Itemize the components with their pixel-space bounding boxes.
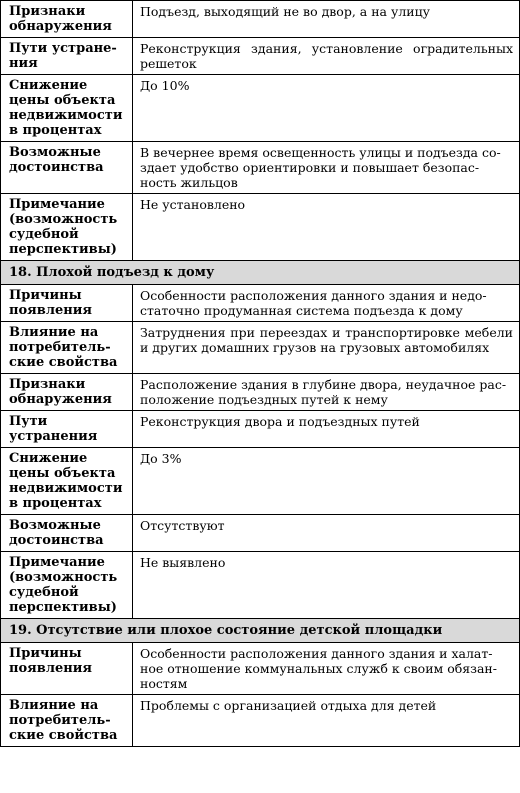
row-label: Причины появления [1,643,133,695]
table-row [1,411,520,448]
row-value: Подъезд, выходящий не во двор, а на улицу [133,1,520,38]
row-value: Отсутствуют [133,515,520,552]
row-value: Особенности расположения данного здания и халат- ное отношение коммунальных служб к своим обязан- ностям [133,643,520,695]
row-value: Особенности расположения данного здания и недо- статочно продуманная система подъезда к дому [133,285,520,322]
row-label: Признаки обнаружения [1,374,133,411]
row-label: Примечание (возможность судебной перспективы) [1,552,133,619]
table-row [1,142,520,194]
row-label: Пути устранения [1,411,133,448]
row-value: Реконструкция двора и подъездных путей [133,411,520,448]
row-label: Влияние на потребитель- ские свойства [1,695,133,747]
table-row [1,1,520,38]
table-row [1,75,520,142]
row-value: До 3% [133,448,520,515]
section-title: 18. Плохой подъезд к дому [1,261,520,285]
table-row [1,552,520,619]
row-value: Не выявлено [133,552,520,619]
table-row [1,643,520,695]
row-value: В вечернее время освещенность улицы и подъезда со- здает удобство ориентировки и повышает безопас- ность жильцов [133,142,520,194]
section-header [1,619,520,643]
row-label: Примечание (возможность судебной перспективы) [1,194,133,261]
row-value: Расположение здания в глубине двора, неудачное рас- положение подъездных путей к нему [133,374,520,411]
table-row [1,285,520,322]
row-value: Проблемы с организацией отдыха для детей [133,695,520,747]
table-row [1,695,520,747]
table-row [1,515,520,552]
section-header [1,261,520,285]
row-label: Влияние на потребитель- ские свойства [1,322,133,374]
row-label: Снижение цены объекта недвижимости в процентах [1,448,133,515]
row-value: Не установлено [133,194,520,261]
section-title: 19. Отсутствие или плохое состояние детской площадки [1,619,520,643]
row-label: Снижение цены объекта недвижимости в процентах [1,75,133,142]
table-row [1,322,520,374]
row-value: Затруднения при переездах и транспортировке мебели и других домашних грузов на грузовых автомобилях [133,322,520,374]
row-value: До 10% [133,75,520,142]
row-label: Возможные достоинства [1,515,133,552]
table-row [1,448,520,515]
row-label: Пути устране- ния [1,38,133,75]
row-label: Возможные достоинства [1,142,133,194]
row-label: Причины появления [1,285,133,322]
table-row [1,194,520,261]
table-row [1,38,520,75]
row-value: Реконструкция здания, установление оградительных решеток [133,38,520,75]
table-row [1,374,520,411]
row-label: Признаки обнаружения [1,1,133,38]
